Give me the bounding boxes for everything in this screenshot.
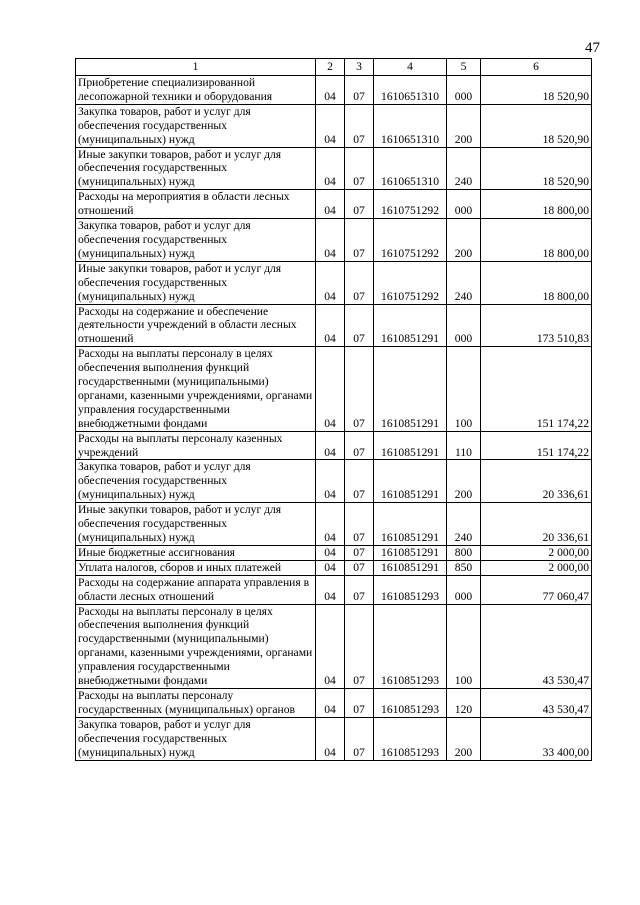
section-cell: 04 bbox=[316, 104, 345, 147]
header-cell: 6 bbox=[481, 59, 592, 76]
table-row bbox=[76, 545, 592, 560]
expense-type-cell: 110 bbox=[447, 431, 481, 460]
target-article-cell: 1610651310 bbox=[374, 104, 447, 147]
amount-cell: 18 800,00 bbox=[481, 190, 592, 219]
row-name-cell: Иные закупки товаров, работ и услуг для обеспечения государственных (муниципальных) нужд bbox=[76, 261, 316, 304]
header-cell: 4 bbox=[374, 59, 447, 76]
section-cell: 04 bbox=[316, 304, 345, 347]
subsection-cell: 07 bbox=[345, 503, 374, 546]
target-article-cell: 1610751292 bbox=[374, 261, 447, 304]
subsection-cell: 07 bbox=[345, 261, 374, 304]
expense-type-cell: 100 bbox=[447, 347, 481, 431]
subsection-cell: 07 bbox=[345, 190, 374, 219]
row-name-cell: Расходы на выплаты персоналу государственных (муниципальных) органов bbox=[76, 688, 316, 717]
amount-cell: 33 400,00 bbox=[481, 717, 592, 760]
header-cell: 2 bbox=[316, 59, 345, 76]
budget-table bbox=[75, 58, 592, 761]
expense-type-cell: 240 bbox=[447, 147, 481, 190]
expense-type-cell: 200 bbox=[447, 104, 481, 147]
table-row bbox=[76, 560, 592, 575]
row-name-cell: Закупка товаров, работ и услуг для обеспечения государственных (муниципальных) нужд bbox=[76, 460, 316, 503]
expense-type-cell: 000 bbox=[447, 304, 481, 347]
header-cell: 5 bbox=[447, 59, 481, 76]
target-article-cell: 1610851291 bbox=[374, 503, 447, 546]
subsection-cell: 07 bbox=[345, 219, 374, 262]
subsection-cell: 07 bbox=[345, 688, 374, 717]
target-article-cell: 1610851291 bbox=[374, 304, 447, 347]
header-row bbox=[76, 59, 592, 76]
row-name-cell: Расходы на выплаты персоналу в целях обеспечения выполнения функций государственными (муниципальными) органами, казенными учреждениями, органами управления государственными внебюджетными фондами bbox=[76, 347, 316, 431]
section-cell: 04 bbox=[316, 545, 345, 560]
section-cell: 04 bbox=[316, 219, 345, 262]
target-article-cell: 1610851293 bbox=[374, 604, 447, 688]
subsection-cell: 07 bbox=[345, 304, 374, 347]
expense-type-cell: 200 bbox=[447, 460, 481, 503]
subsection-cell: 07 bbox=[345, 147, 374, 190]
subsection-cell: 07 bbox=[345, 347, 374, 431]
target-article-cell: 1610851291 bbox=[374, 560, 447, 575]
amount-cell: 18 520,90 bbox=[481, 147, 592, 190]
header-cell: 3 bbox=[345, 59, 374, 76]
table-row bbox=[76, 261, 592, 304]
amount-cell: 18 800,00 bbox=[481, 219, 592, 262]
expense-type-cell: 800 bbox=[447, 545, 481, 560]
table-row bbox=[76, 190, 592, 219]
amount-cell: 18 520,90 bbox=[481, 104, 592, 147]
row-name-cell: Иные закупки товаров, работ и услуг для обеспечения государственных (муниципальных) нужд bbox=[76, 503, 316, 546]
table-row bbox=[76, 431, 592, 460]
header-cell: 1 bbox=[76, 59, 316, 76]
row-name-cell: Закупка товаров, работ и услуг для обеспечения государственных (муниципальных) нужд bbox=[76, 219, 316, 262]
target-article-cell: 1610851293 bbox=[374, 688, 447, 717]
section-cell: 04 bbox=[316, 503, 345, 546]
table-row bbox=[76, 604, 592, 688]
expense-type-cell: 200 bbox=[447, 219, 481, 262]
section-cell: 04 bbox=[316, 688, 345, 717]
expense-type-cell: 200 bbox=[447, 717, 481, 760]
section-cell: 04 bbox=[316, 460, 345, 503]
amount-cell: 20 336,61 bbox=[481, 503, 592, 546]
subsection-cell: 07 bbox=[345, 104, 374, 147]
table-row bbox=[76, 460, 592, 503]
section-cell: 04 bbox=[316, 717, 345, 760]
expense-type-cell: 000 bbox=[447, 76, 481, 105]
section-cell: 04 bbox=[316, 190, 345, 219]
section-cell: 04 bbox=[316, 431, 345, 460]
target-article-cell: 1610751292 bbox=[374, 190, 447, 219]
expense-type-cell: 000 bbox=[447, 190, 481, 219]
target-article-cell: 1610851291 bbox=[374, 431, 447, 460]
expense-type-cell: 000 bbox=[447, 575, 481, 604]
section-cell: 04 bbox=[316, 347, 345, 431]
amount-cell: 43 530,47 bbox=[481, 604, 592, 688]
row-name-cell: Закупка товаров, работ и услуг для обеспечения государственных (муниципальных) нужд bbox=[76, 104, 316, 147]
table-row bbox=[76, 717, 592, 760]
table-row bbox=[76, 147, 592, 190]
row-name-cell: Расходы на мероприятия в области лесных отношений bbox=[76, 190, 316, 219]
row-name-cell: Приобретение специализированной лесопожарной техники и оборудования bbox=[76, 76, 316, 105]
target-article-cell: 1610851291 bbox=[374, 347, 447, 431]
subsection-cell: 07 bbox=[345, 604, 374, 688]
amount-cell: 77 060,47 bbox=[481, 575, 592, 604]
amount-cell: 151 174,22 bbox=[481, 431, 592, 460]
target-article-cell: 1610751292 bbox=[374, 219, 447, 262]
row-name-cell: Расходы на содержание аппарата управления в области лесных отношений bbox=[76, 575, 316, 604]
amount-cell: 18 800,00 bbox=[481, 261, 592, 304]
page-number: 47 bbox=[585, 40, 600, 56]
amount-cell: 2 000,00 bbox=[481, 545, 592, 560]
section-cell: 04 bbox=[316, 76, 345, 105]
target-article-cell: 1610651310 bbox=[374, 147, 447, 190]
row-name-cell: Закупка товаров, работ и услуг для обеспечения государственных (муниципальных) нужд bbox=[76, 717, 316, 760]
table-row bbox=[76, 219, 592, 262]
amount-cell: 173 510,83 bbox=[481, 304, 592, 347]
row-name-cell: Иные бюджетные ассигнования bbox=[76, 545, 316, 560]
section-cell: 04 bbox=[316, 575, 345, 604]
expense-type-cell: 240 bbox=[447, 503, 481, 546]
row-name-cell: Уплата налогов, сборов и иных платежей bbox=[76, 560, 316, 575]
amount-cell: 18 520,90 bbox=[481, 76, 592, 105]
subsection-cell: 07 bbox=[345, 717, 374, 760]
row-name-cell: Расходы на выплаты персоналу в целях обеспечения выполнения функций государственными (муниципальными) органами, казенными учреждениями, органами управления государственными внебюджетными фондами bbox=[76, 604, 316, 688]
target-article-cell: 1610851293 bbox=[374, 575, 447, 604]
table-row bbox=[76, 688, 592, 717]
subsection-cell: 07 bbox=[345, 460, 374, 503]
amount-cell: 20 336,61 bbox=[481, 460, 592, 503]
table-row bbox=[76, 347, 592, 431]
section-cell: 04 bbox=[316, 261, 345, 304]
target-article-cell: 1610851291 bbox=[374, 545, 447, 560]
table-row bbox=[76, 304, 592, 347]
table-row bbox=[76, 575, 592, 604]
subsection-cell: 07 bbox=[345, 560, 374, 575]
row-name-cell: Расходы на содержание и обеспечение деятельности учреждений в области лесных отношений bbox=[76, 304, 316, 347]
section-cell: 04 bbox=[316, 604, 345, 688]
expense-type-cell: 240 bbox=[447, 261, 481, 304]
table-row bbox=[76, 76, 592, 105]
subsection-cell: 07 bbox=[345, 76, 374, 105]
amount-cell: 43 530,47 bbox=[481, 688, 592, 717]
section-cell: 04 bbox=[316, 147, 345, 190]
expense-type-cell: 850 bbox=[447, 560, 481, 575]
target-article-cell: 1610651310 bbox=[374, 76, 447, 105]
section-cell: 04 bbox=[316, 560, 345, 575]
table-row bbox=[76, 104, 592, 147]
subsection-cell: 07 bbox=[345, 575, 374, 604]
row-name-cell: Расходы на выплаты персоналу казенных учреждений bbox=[76, 431, 316, 460]
table-row bbox=[76, 503, 592, 546]
amount-cell: 151 174,22 bbox=[481, 347, 592, 431]
subsection-cell: 07 bbox=[345, 431, 374, 460]
expense-type-cell: 100 bbox=[447, 604, 481, 688]
subsection-cell: 07 bbox=[345, 545, 374, 560]
amount-cell: 2 000,00 bbox=[481, 560, 592, 575]
target-article-cell: 1610851291 bbox=[374, 460, 447, 503]
target-article-cell: 1610851293 bbox=[374, 717, 447, 760]
row-name-cell: Иные закупки товаров, работ и услуг для обеспечения государственных (муниципальных) нужд bbox=[76, 147, 316, 190]
expense-type-cell: 120 bbox=[447, 688, 481, 717]
